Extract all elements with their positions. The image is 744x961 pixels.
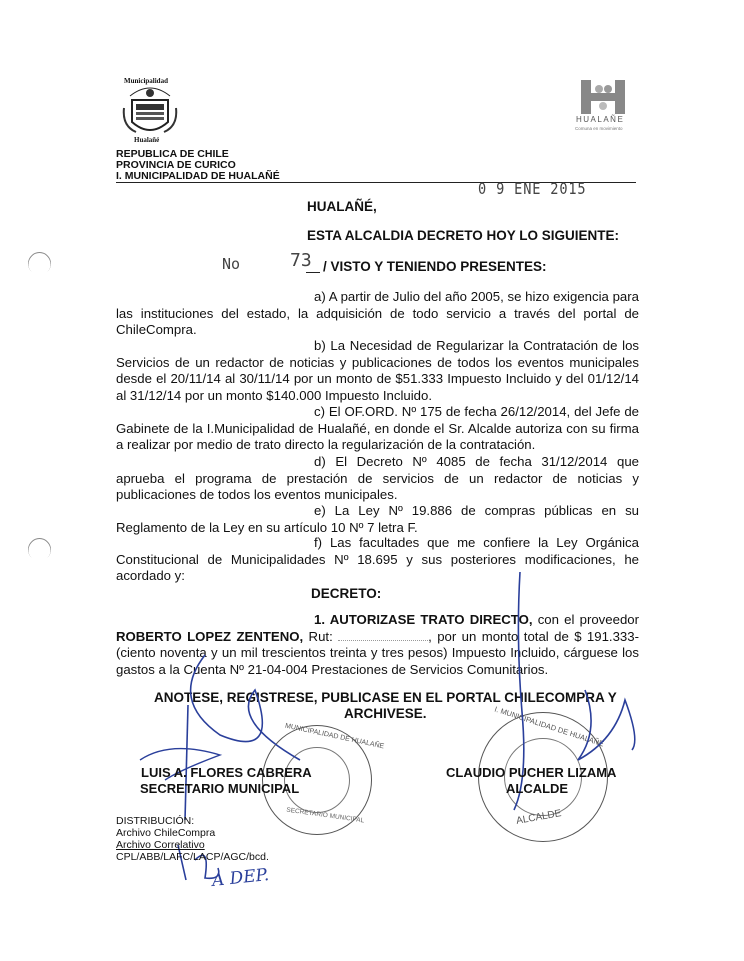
closing-line-1: ANOTESE, REGISTRESE, PUBLICASE EN EL PORTAL CHILECOMPRA Y xyxy=(154,690,617,705)
item-1-rut-label: Rut: xyxy=(303,628,339,644)
punch-hole-top xyxy=(23,247,56,280)
paragraph-d: d) El Decreto Nº 4085 de fecha 31/12/2014 que aprueba el programa de prestación de servicios de un redactor de noticias y publicaciones de todos los eventos municipales. xyxy=(116,454,639,502)
secretary-name: LUIS A. FLORES CABRERA xyxy=(141,765,312,780)
item-1-rest: , por un monto total de $ 191.333- (ciento noventa y un mil trescientos treinta y tres pesos) Impuesto Incluido, cárguese los gastos a la Cuenta Nº 21-04-004 Prestaciones de Servicios Comunitarios. xyxy=(116,628,639,677)
decreto-title: DECRETO: xyxy=(311,586,382,601)
distribution-title: DISTRIBUCIÓN: xyxy=(116,815,195,827)
place-line: HUALAÑÉ, xyxy=(307,199,377,214)
paragraph-b: b) La Necesidad de Regularizar la Contratación de los Servicios de un redactor de noticias y publicaciones de todos los eventos municipales desde el 20/11/14 al 30/11/14 por un monto de $51.333 Impuesto Incluido y del 01/12/14 al 31/12/14 por un monto $140.000 Impuesto Incluido. xyxy=(116,338,639,403)
logo-name: HUALAÑE xyxy=(576,115,625,124)
handwritten-note: A DEP. xyxy=(211,865,271,891)
logo-tagline: Comuna en movimiento xyxy=(575,126,623,131)
punch-hole-bottom xyxy=(23,533,56,566)
crest-caption-bottom: Hualañé xyxy=(134,136,160,144)
item-1-tail: con el proveedor xyxy=(532,612,640,627)
paragraph-a: a) A partir de Julio del año 2005, se hizo exigencia para las instituciones del estado, la adquisición de todo servicio a través del portal de ChileCompra. xyxy=(116,289,639,337)
distribution-line-2: Archivo Correlativo xyxy=(116,839,205,851)
decree-number-prefix: No xyxy=(222,255,241,273)
decree-number-value: 73 xyxy=(290,250,312,271)
mayor-title: ALCALDE xyxy=(506,781,569,796)
date-stamp: 0 9 ENE 2015 xyxy=(478,179,587,198)
decree-intro: ESTA ALCALDIA DECRETO HOY LO SIGUIENTE: xyxy=(307,228,620,243)
header-line-2: PROVINCIA DE CURICO xyxy=(116,159,236,171)
header-line-3: I. MUNICIPALIDAD DE HUALAÑÉ xyxy=(116,170,280,182)
hualane-logo xyxy=(581,80,625,114)
paragraph-c: c) El OF.ORD. Nº 175 de fecha 26/12/2014, del Jefe de Gabinete de la I.Municipalidad de Hualañé, en donde el Sr. Alcalde autoriza con su firma a realizar por medio de trato directo la regularización de la contratación. xyxy=(116,404,639,452)
mayor-name: CLAUDIO PUCHER LIZAMA xyxy=(446,765,617,780)
decree-number-underline xyxy=(306,272,320,273)
closing-line-2: ARCHIVESE. xyxy=(344,706,427,721)
visto-heading: / VISTO Y TENIENDO PRESENTES: xyxy=(323,259,547,274)
paragraph-f: f) Las facultades que me confiere la Ley Orgánica Constitucional de Municipalidades Nº 18.695 y sus posteriores modificaciones, he acordado y: xyxy=(116,535,639,583)
provider-name: ROBERTO LOPEZ ZENTENO, xyxy=(116,628,304,644)
mayor-stamp-bottom: ALCALDE xyxy=(515,808,563,827)
distribution-line-1: Archivo ChileCompra xyxy=(116,827,216,839)
crest-caption-top: Municipalidad xyxy=(124,77,168,85)
secretary-stamp-text: MUNICIPALIDAD DE HUALAÑE xyxy=(284,722,385,751)
header-line-1: REPUBLICA DE CHILE xyxy=(116,148,229,160)
item-1-head: 1. AUTORIZASE TRATO DIRECTO, xyxy=(314,612,533,627)
secretary-stamp-bottom: SECRETARIO MUNICIPAL xyxy=(285,806,365,825)
secretary-stamp-inner xyxy=(284,747,350,813)
rut-redacted xyxy=(338,634,428,641)
secretary-title: SECRETARIO MUNICIPAL xyxy=(140,781,300,796)
paragraph-e: e) La Ley Nº 19.886 de compras públicas en su Reglamento de la Ley en su artículo 10 Nº 7 letra F. xyxy=(116,503,639,535)
distribution-line-3: CPL/ABB/LAFC/LACP/AGC/bcd. xyxy=(116,851,269,863)
item-1 xyxy=(116,612,639,678)
mayor-stamp-text: I. MUNICIPALIDAD DE HUALAÑE xyxy=(493,704,606,749)
